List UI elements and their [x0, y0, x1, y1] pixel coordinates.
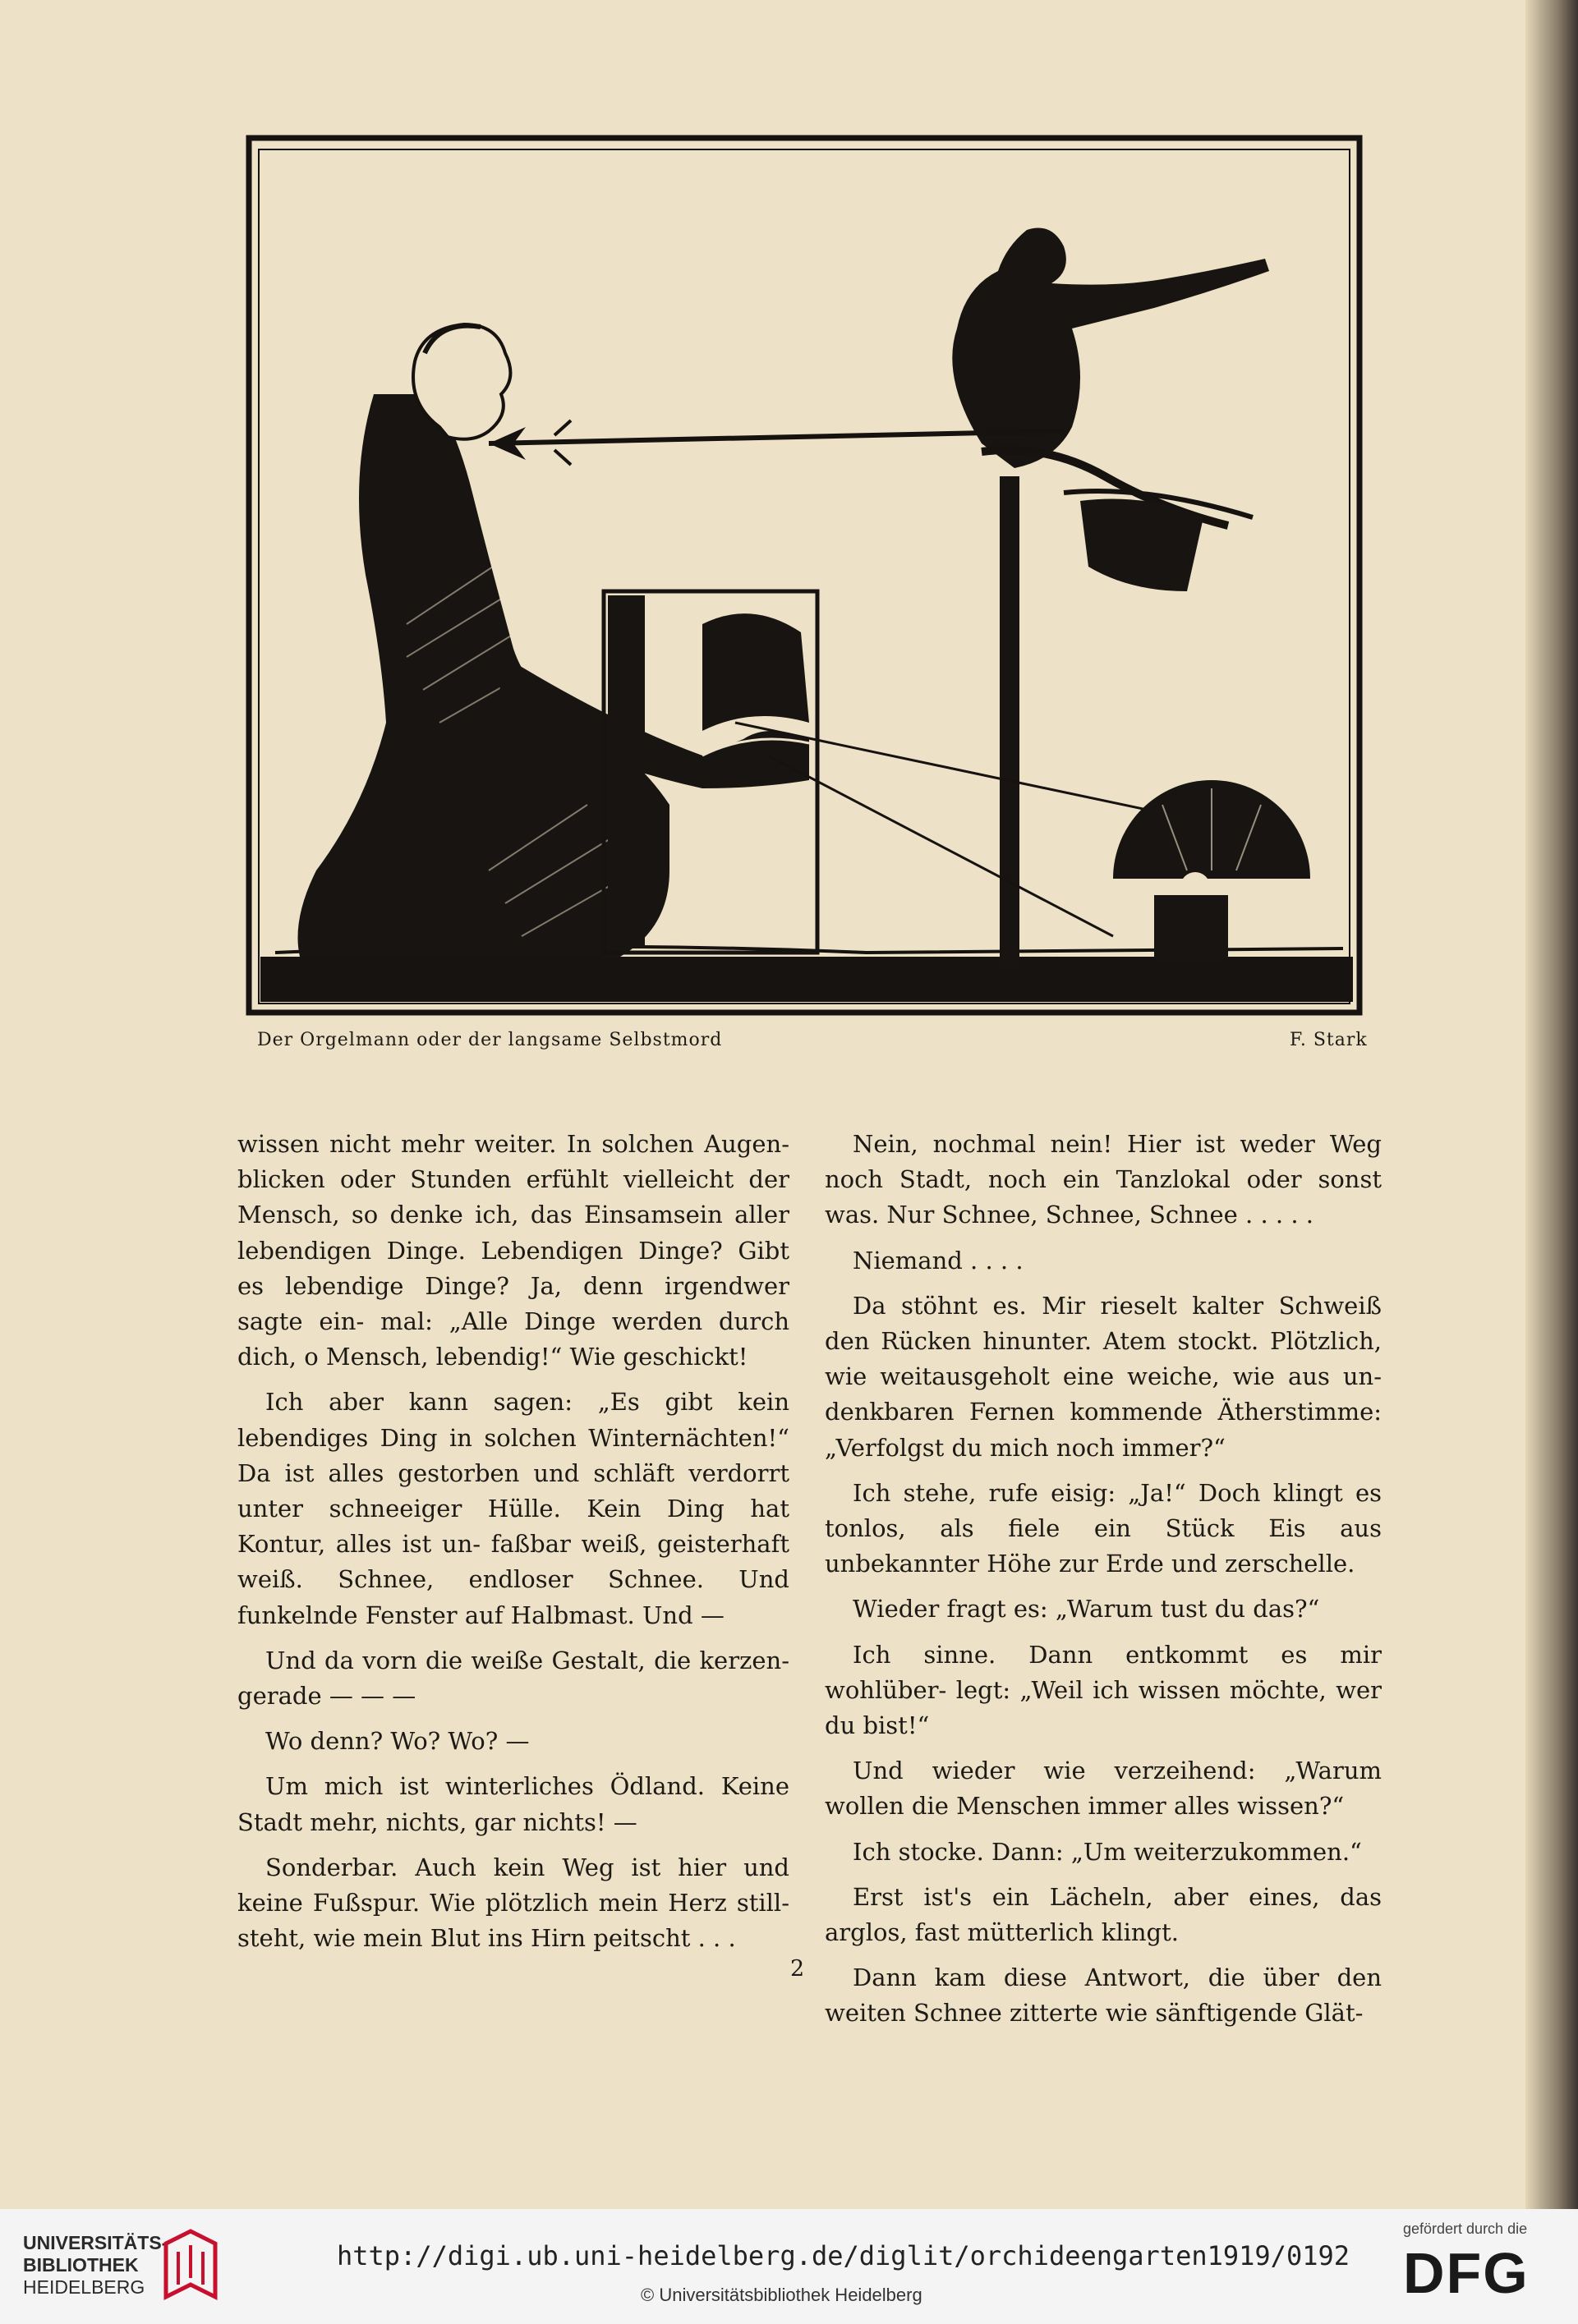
paragraph: Wo denn? Wo? Wo? —	[265, 1727, 530, 1756]
funding-note: gefördert durch die	[1403, 2221, 1528, 2237]
paragraph: Wieder fragt es: „Warum tust du das?“	[853, 1595, 1320, 1624]
library-name-line2: BIBLIOTHEK	[23, 2254, 139, 2276]
text-column-left	[237, 1127, 789, 1966]
copyright-notice: © Universitätsbibliothek Heidelberg	[641, 2285, 922, 2305]
viewer-footer	[0, 2209, 1578, 2324]
text-column-right	[825, 1127, 1382, 2042]
paragraph: Ich stocke. Dann: „Um weiterzukommen.“	[853, 1837, 1362, 1866]
paragraph: Erst ist's ein Lächeln, aber eines, das arglos, fast mütterlich klingt.	[825, 1882, 1382, 1947]
paragraph: wissen nicht mehr weiter. In solchen Augen- blicken oder Stunden erfühlt vielleicht der Mensch, so denke ich, das Einsamsein aller lebendigen Dinge. Lebendigen Dinge? Gibt es lebendige Dinge? Ja, denn irgendwer sagte ein- mal: „Alle Dinge werden durch dich, o Mensch, lebendig!“ Wie geschickt!	[237, 1130, 789, 1371]
paragraph: Um mich ist winterliches Ödland. Keine Stadt mehr, nichts, gar nichts! —	[237, 1772, 789, 1836]
illustration-organ-grinder	[242, 131, 1368, 1022]
paragraph: Ich sinne. Dann entkommt es mir wohlüber- legt: „Weil ich wissen möchte, wer du bist!“	[825, 1640, 1382, 1740]
library-name-line3: HEIDELBERG	[23, 2276, 145, 2298]
paragraph: Ich aber kann sagen: „Es gibt kein lebendiges Ding in solchen Winternächten!“ Da ist alles gestorben und schläft verdorrt unter schneeiger Hülle. Kein Ding hat Kontur, alles ist un- faßbar weiß, geisterhaft weiß. Schnee, endloser Schnee. Und funkelnde Fenster auf Halbmast. Und —	[237, 1388, 789, 1629]
paragraph: Ich stehe, rufe eisig: „Ja!“ Doch klingt es tonlos, als fiele ein Stück Eis aus unbekannter Höhe zur Erde und zerschelle.	[825, 1478, 1382, 1578]
illustration-caption: Der Orgelmann oder der langsame Selbstmord	[257, 1030, 723, 1050]
paragraph: Sonderbar. Auch kein Weg ist hier und keine Fußspur. Wie plötzlich mein Herz still- steht, wie mein Blut ins Hirn peitscht . . .	[237, 1853, 789, 1953]
library-emblem-icon	[158, 2227, 222, 2303]
illustration-artist: F. Stark	[1290, 1030, 1368, 1050]
paragraph: Und da vorn die weiße Gestalt, die kerzen- gerade — — —	[237, 1646, 789, 1711]
paragraph: Niemand . . . .	[853, 1246, 1024, 1275]
permalink-url[interactable]: http://digi.ub.uni-heidelberg.de/diglit/orchideengarten1919/0192	[337, 2240, 1350, 2271]
library-name-line1: UNIVERSITÄTS-	[23, 2232, 168, 2253]
page-edge-shadow	[1525, 0, 1578, 2209]
page-number: 2	[790, 1956, 805, 1982]
paragraph: Und wieder wie verzeihend: „Warum wollen die Menschen immer alles wissen?“	[825, 1757, 1382, 1821]
paragraph: Da stöhnt es. Mir rieselt kalter Schweiß den Rücken hinunter. Atem stockt. Plötzlich, wie weitausgeholt eine weiche, wie aus un- denkbaren Fernen kommende Ätherstimme: „Verfolgst du mich noch immer?“	[825, 1291, 1382, 1462]
library-logo[interactable]	[23, 2232, 168, 2299]
paragraph: Dann kam diese Antwort, die über den weiten Schnee zitterte wie sänftigende Glät-	[825, 1963, 1382, 2028]
paragraph: Nein, nochmal nein! Hier ist weder Weg noch Stadt, noch ein Tanzlokal oder sonst was. Nur Schnee, Schnee, Schnee . . . . .	[825, 1130, 1382, 1229]
dfg-logo[interactable]: DFG	[1403, 2241, 1530, 2305]
